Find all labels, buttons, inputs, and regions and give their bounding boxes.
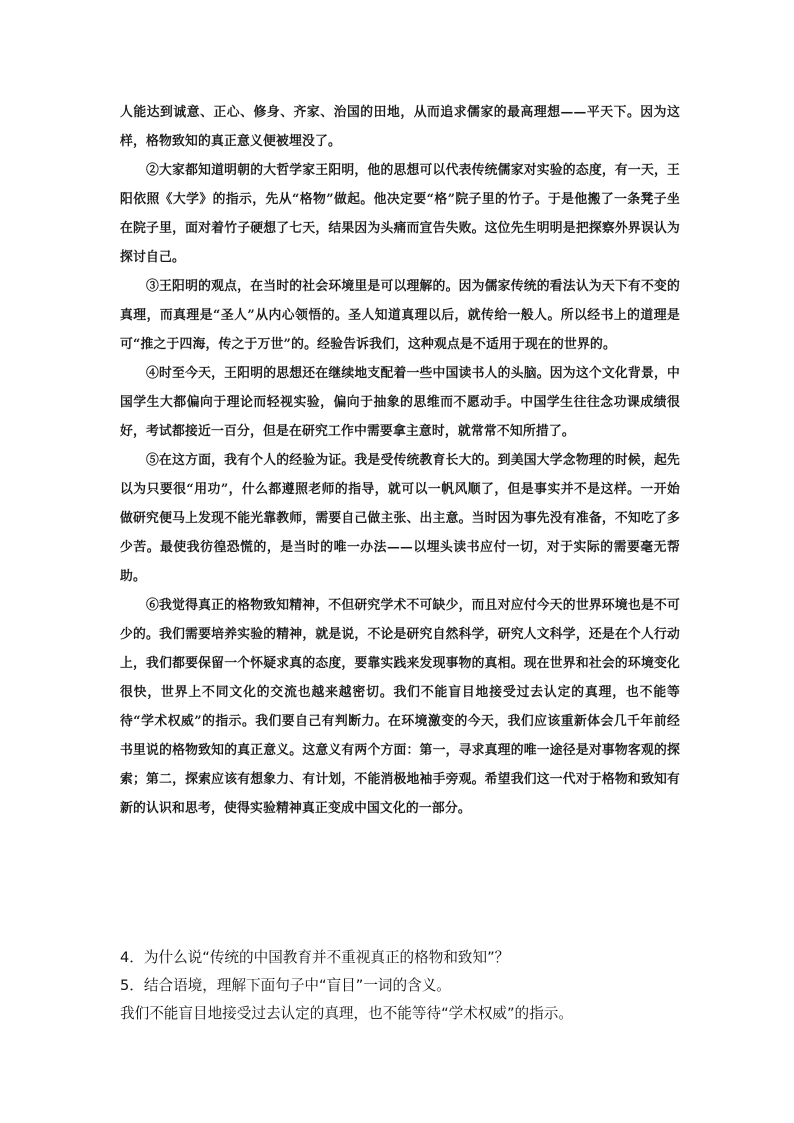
passage-paragraph-4: ④时至今天，王阳明的思想还在继续地支配着一些中国读书人的头脑。因为这个文化背景，中国学生大都偏向于理论而轻视实验，偏向于抽象的思维而不愿动手。中国学生往往念功课成绩很好，考试都接近一百分，但是在研究工作中需要拿主意时，就常常不知所措了。 — [120, 366, 680, 439]
passage-paragraph-6: ⑥我觉得真正的格物致知精神，不但研究学术不可缺少，而且对应付今天的世界环境也是不可少的。我们需要培养实验的精神，就是说，不论是研究自然科学，研究人文科学，还是在个人行动上，我们都要保留一个怀疑求真的态度，要靠实践来发现事物的真相。现在世界和社会的环境变化很快，世界上不同文化的交流也越来越密切。我们不能盲目地接受过去认定的真理，也不能等待“学术权威”的指示。我们要自己有判断力。在环境激变的今天，我们应该重新体会几千年前经书里说的格物致知的真正意义。这意义有两个方面：第一，寻求真理的唯一途径是对事物客观的探索；第二，探索应该有想象力、有计划，不能消极地袖手旁观。希望我们这一代对于格物和致知有新的认识和思考，使得实验精神真正变成中国文化的一部分。 — [120, 598, 680, 816]
passage-paragraph-continued: 人能达到诚意、正心、修身、齐家、治国的田地，从而追求儒家的最高理想——平天下。因为这样，格物致知的真正意义便被埋没了。 — [120, 105, 680, 149]
question-5-sentence: 我们不能盲目地接受过去认定的真理，也不能等待“学术权威”的指示。 — [120, 1005, 573, 1022]
question-4: 4．为什么说“传统的中国教育并不重视真正的格物和致知”？ — [120, 949, 510, 966]
passage-paragraph-5: ⑤在这方面，我有个人的经验为证。我是受传统教育长大的。到美国大学念物理的时候，起先以为只要很“用功”，什么都遵照老师的指导，就可以一帆风顺了，但是事实并不是这样。一开始做研究便马上发现不能光靠教师，需要自己做主张、出主意。当时因为事先没有准备，不知吃了多少苦。最使我彷徨恐慌的，是当时的唯一办法——以埋头读书应付一切，对于实际的需要毫无帮助。 — [120, 453, 680, 584]
passage-paragraph-3: ③王阳明的观点，在当时的社会环境里是可以理解的。因为儒家传统的看法认为天下有不变的真理，而真理是“圣人”从内心领悟的。圣人知道真理以后，就传给一般人。所以经书上的道理是可“推之于四海，传之于万世”的。经验告诉我们，这种观点是不适用于现在的世界的。 — [120, 279, 680, 352]
question-5: 5．结合语境，理解下面句子中“盲目”一词的含义。 — [120, 977, 451, 994]
passage-paragraph-2: ②大家都知道明朝的大哲学家王阳明，他的思想可以代表传统儒家对实验的态度，有一天，王阳依照《大学》的指示，先从“格物”做起。他决定要“格”院子里的竹子。于是他搬了一条凳子坐在院子里，面对着竹子硬想了七天，结果因为头痛而宣告失败。这位先生明明是把探察外界误认为探讨自己。 — [120, 163, 680, 265]
question-section — [120, 944, 680, 1028]
reading-passage — [120, 98, 680, 823]
